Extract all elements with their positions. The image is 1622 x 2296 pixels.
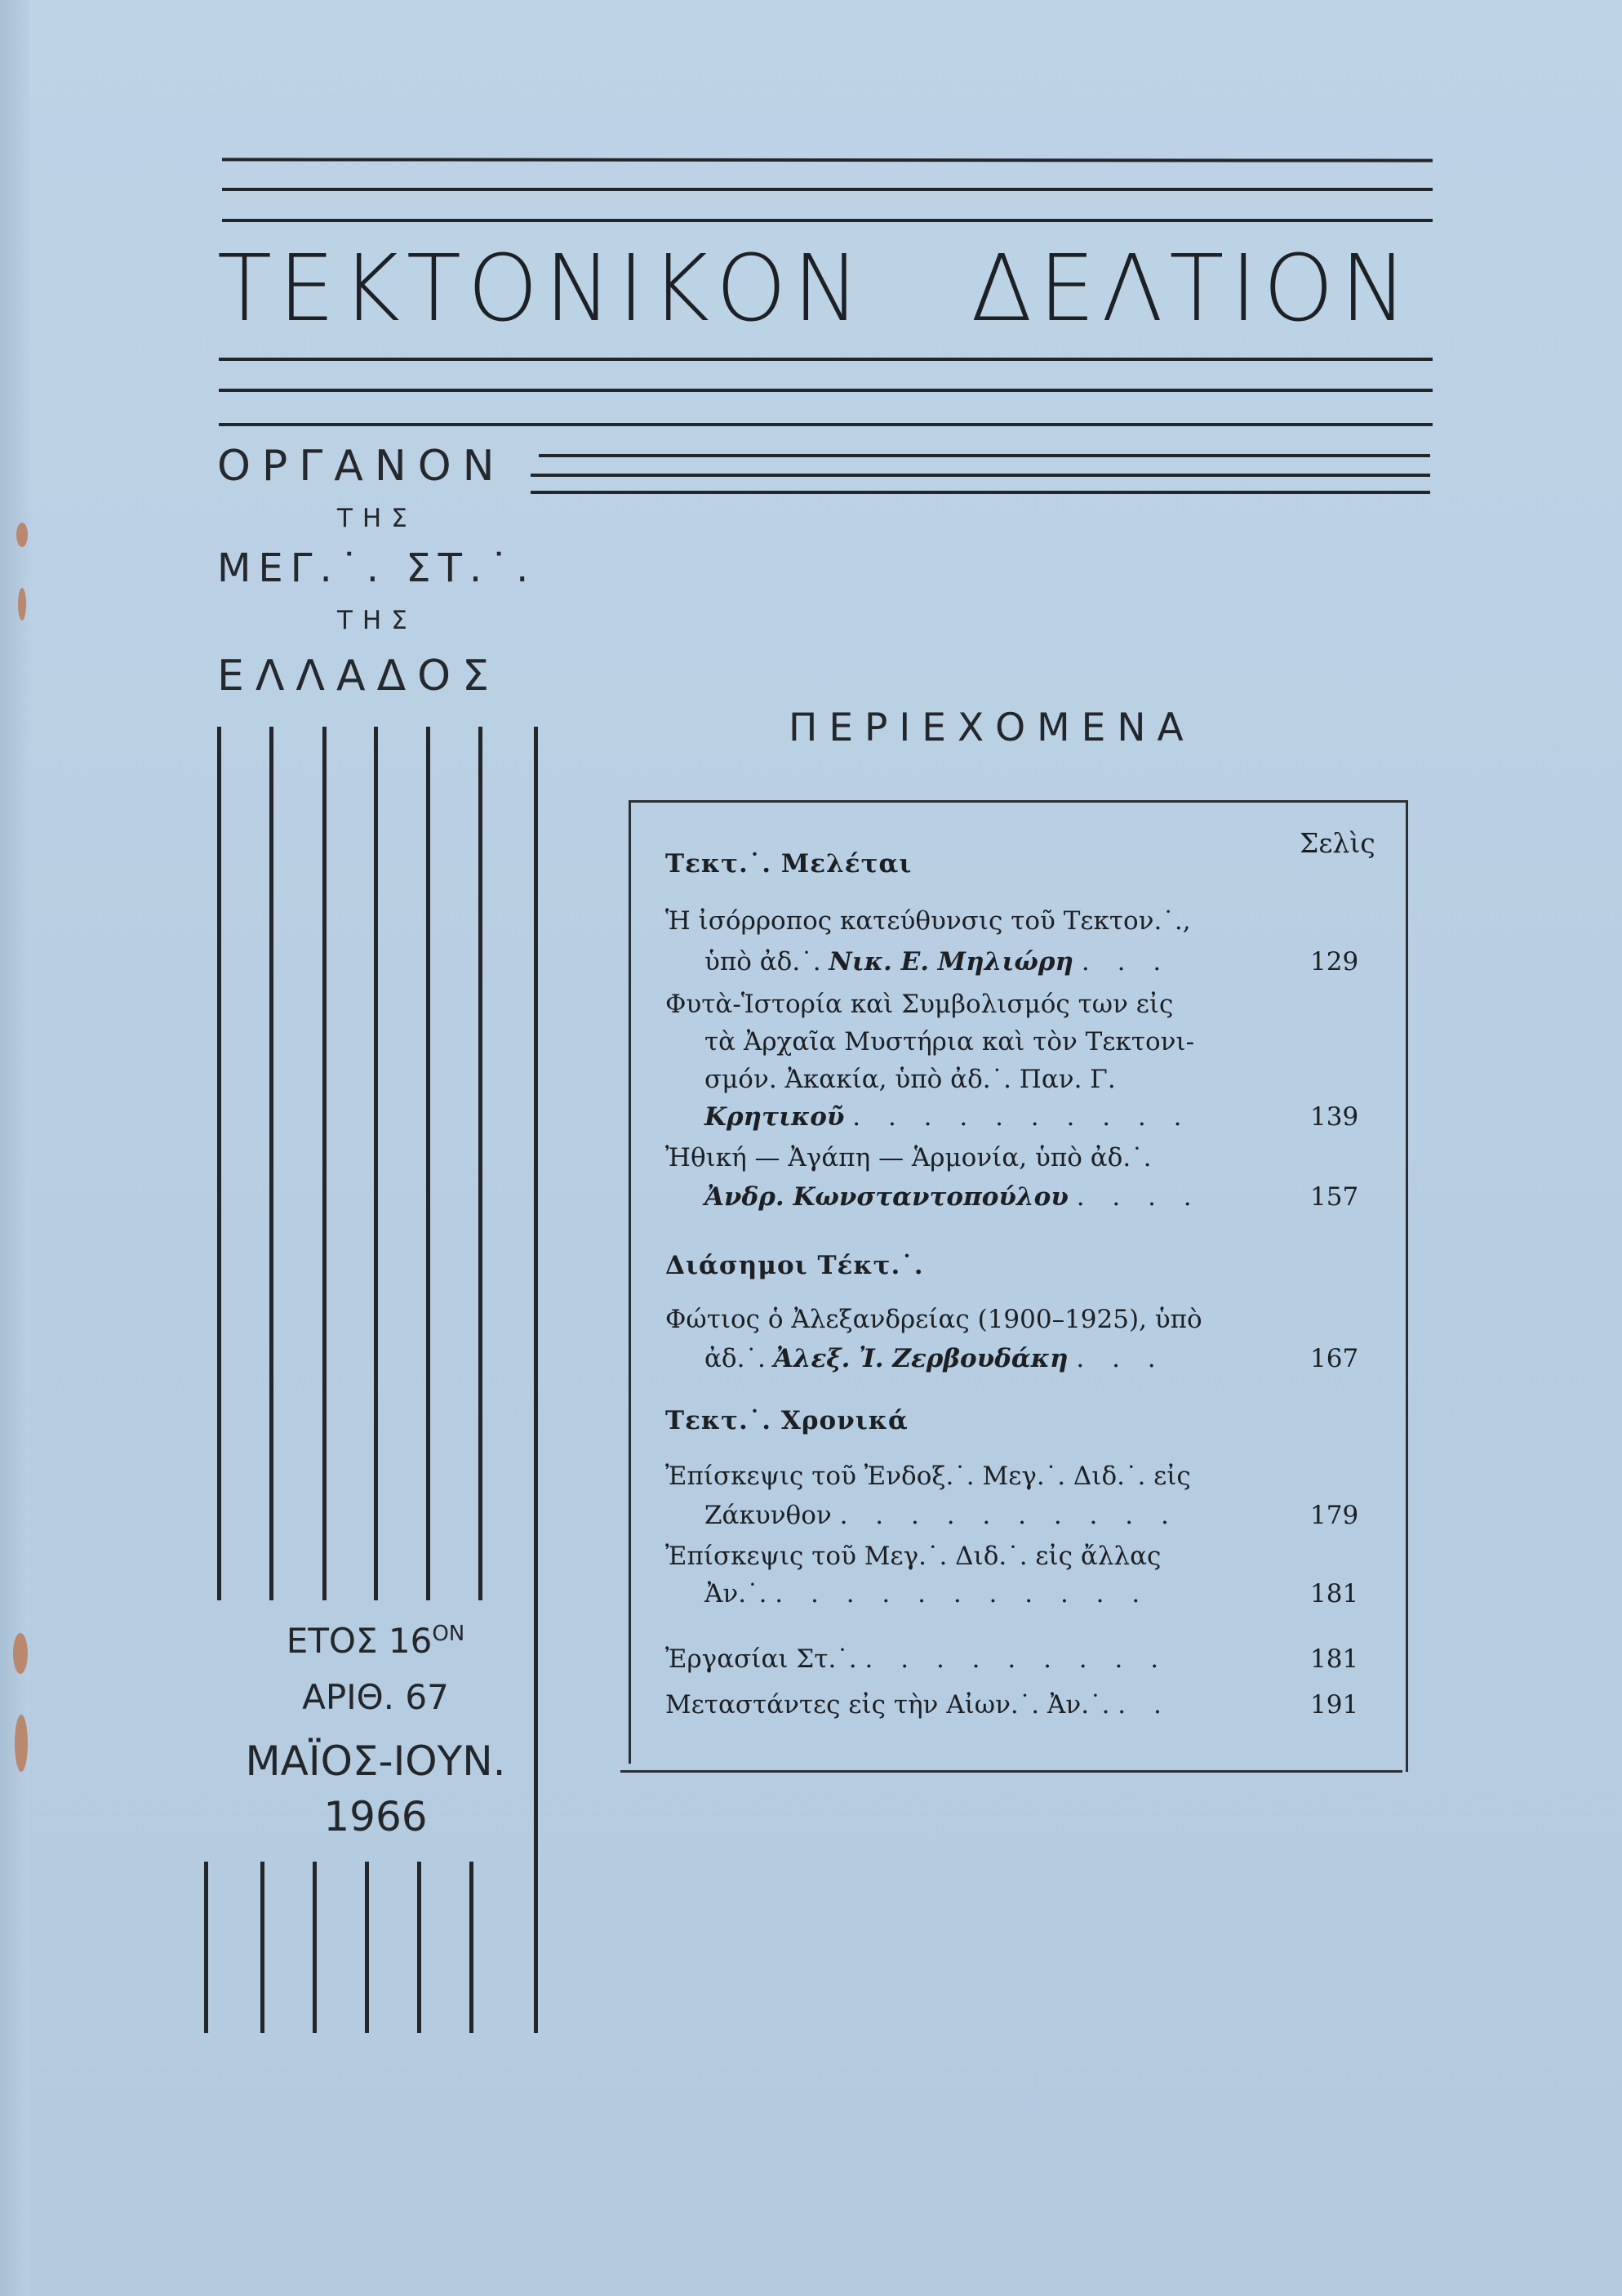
toc-section-heading: Διάσημοι Τέκτ.˙.	[665, 1251, 924, 1280]
top-rule	[222, 188, 1433, 191]
organ-line: ΕΛΛΑΔΟΣ	[217, 652, 500, 701]
toc-page-number: 191	[1310, 1690, 1359, 1720]
vertical-rule	[534, 727, 538, 2033]
toc-entry-author: ἀδ.˙. Ἀλεξ. Ἰ. Ζερβουδάκη . . .	[704, 1344, 1166, 1373]
vertical-rule	[478, 727, 482, 1600]
issue-number: ΑΡΙΘ. 67	[302, 1677, 449, 1717]
vertical-rule	[204, 1862, 208, 2033]
toc-page-number: 167	[1310, 1344, 1359, 1373]
toc-entry-text: Ἐπίσκεψις τοῦ Μεγ.˙. Διδ.˙. εἰς ἄλλας	[665, 1542, 1162, 1571]
toc-entry-text: Ἐπίσκεψις τοῦ Ἐνδοξ.˙. Μεγ.˙. Διδ.˙. εἰς	[665, 1462, 1191, 1491]
toc-section-heading: Τεκτ.˙. Μελέται	[665, 849, 913, 879]
toc-entry-text: Ἐργασίαι Στ.˙. . . . . . . . . .	[665, 1644, 1169, 1674]
contents-title: ΠΕΡΙΕΧΟΜΕΝΑ	[789, 705, 1195, 750]
toc-page-number: 181	[1310, 1579, 1359, 1609]
vertical-rule	[365, 1862, 369, 2033]
toc-page-number: 179	[1310, 1501, 1359, 1530]
top-rule	[222, 219, 1433, 222]
toc-entry-text: Φυτὰ-Ἱστορία καὶ Συμβολισμός των εἰς	[665, 990, 1174, 1019]
masthead-rule	[219, 389, 1433, 392]
toc-box-right	[1406, 800, 1408, 1772]
toc-entry-text: Ἡ ἰσόρροπος κατεύθυνσις τοῦ Τεκτον.˙.,	[665, 906, 1191, 936]
vertical-rule	[322, 727, 327, 1600]
organ-rule	[531, 474, 1430, 477]
toc-section-heading: Τεκτ.˙. Χρονικά	[665, 1406, 909, 1435]
vertical-rule	[417, 1862, 421, 2033]
organ-line: ΤΗΣ	[337, 606, 417, 635]
toc-box-top	[629, 800, 1408, 803]
vertical-rule	[217, 727, 221, 1600]
masthead-title: ΤΕΚΤΟΝΙΚΟΝ ΔΕΛΤΙΟΝ	[217, 236, 1414, 342]
organ-rule	[531, 491, 1430, 494]
toc-entry-author: Ἀνδρ. Κωνσταντοπούλου . . . .	[704, 1182, 1202, 1212]
rust-stain	[18, 588, 26, 621]
organ-line: ΜΕΓ.˙. ΣΤ.˙.	[217, 545, 536, 591]
toc-entry-author: Ἀν.˙. . . . . . . . . . . .	[704, 1579, 1150, 1609]
vertical-rule	[313, 1862, 317, 2033]
organ-line: ΟΡΓΑΝΟΝ	[217, 442, 506, 491]
toc-entry-text: Φώτιος ὁ Ἀλεξανδρείας (1900–1925), ὑπὸ	[665, 1305, 1202, 1334]
vertical-rule	[374, 727, 378, 1600]
toc-page-number: 181	[1310, 1644, 1359, 1674]
toc-page-number: 157	[1310, 1182, 1359, 1212]
issue-year: ΕΤΟΣ $16^{ON}$	[286, 1621, 465, 1661]
cover-spine	[0, 0, 29, 2296]
masthead-rule	[219, 358, 1433, 361]
organ-rule	[539, 454, 1430, 457]
toc-entry-author: Κρητικοῦ . . . . . . . . . .	[704, 1102, 1192, 1132]
toc-entry-text: Μεταστάντες εἰς τὴν Αἰων.˙. Ἀν.˙. . .	[665, 1690, 1171, 1720]
issue-year-number: 1966	[323, 1793, 428, 1840]
masthead-rule	[219, 423, 1433, 426]
vertical-rule	[269, 727, 273, 1600]
toc-entry-author: ὑπὸ ἀδ.˙. Νικ. Ε. Μηλιώρη . . .	[704, 947, 1171, 977]
vertical-rule	[469, 1862, 473, 2033]
page-column-label: Σελὶς	[1300, 827, 1375, 859]
rust-stain	[13, 1633, 28, 1674]
vertical-rule	[260, 1862, 264, 2033]
toc-page-number: 129	[1310, 947, 1359, 977]
rust-stain	[16, 523, 28, 547]
toc-box-bottom	[620, 1770, 1402, 1773]
toc-entry-text: Ἠθική — Ἀγάπη — Ἁρμονία, ὑπὸ ἀδ.˙.	[665, 1143, 1152, 1172]
toc-box-left	[629, 800, 631, 1764]
issue-months: ΜΑΪΟΣ-ΙΟΥΝ.	[245, 1738, 506, 1785]
toc-entry-text: σμόν. Ἀκακία, ὑπὸ ἀδ.˙. Παν. Γ.	[704, 1065, 1116, 1094]
organ-line: ΤΗΣ	[337, 504, 417, 533]
vertical-rule	[426, 727, 430, 1600]
toc-page-number: 139	[1310, 1102, 1359, 1132]
toc-entry-author: Ζάκυνθον . . . . . . . . . .	[704, 1501, 1179, 1530]
rust-stain	[15, 1715, 28, 1772]
toc-entry-text: τὰ Ἀρχαῖα Μυστήρια καὶ τὸν Τεκτονι-	[704, 1027, 1195, 1057]
